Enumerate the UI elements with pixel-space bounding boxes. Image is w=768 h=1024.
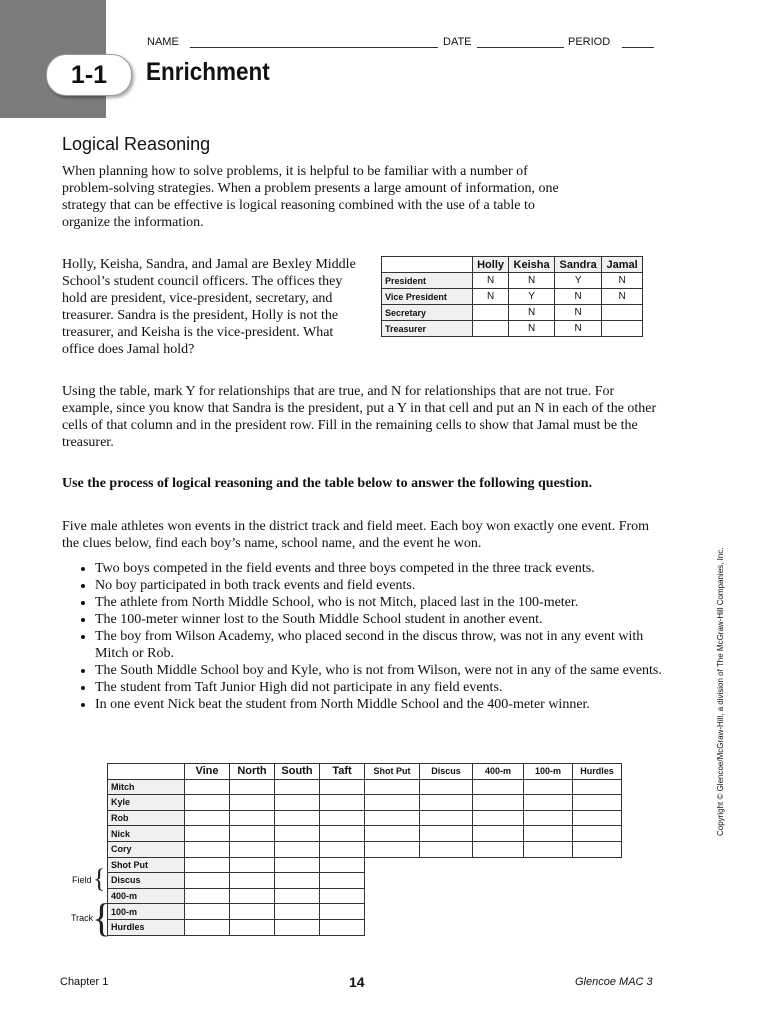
grid-cell[interactable]	[573, 841, 622, 857]
table-cell[interactable]: N	[509, 273, 555, 289]
grid-cell[interactable]	[230, 888, 275, 904]
clue-item: • In one event Nick beat the student from North Middle School and the 400-meter winner.	[95, 696, 675, 713]
row-header: Discus	[108, 873, 185, 889]
grid-cell[interactable]	[230, 779, 275, 795]
clue-item: • The South Middle School boy and Kyle, who is not from Wilson, were not in any of the same events.	[95, 662, 675, 679]
table-row	[108, 779, 622, 795]
school-col-header: Vine	[185, 764, 230, 780]
grid-cell[interactable]	[420, 810, 473, 826]
grid-cell[interactable]	[230, 904, 275, 920]
grid-cell[interactable]	[365, 810, 420, 826]
grid-cell[interactable]	[365, 841, 420, 857]
clue-item: • The athlete from North Middle School, who is not Mitch, placed last in the 100-meter.	[95, 594, 675, 611]
grid-cell[interactable]	[573, 779, 622, 795]
intro-paragraph: When planning how to solve problems, it is helpful to be familiar with a number of problem-solving strategies. When a problem presents a large amount of information, one strategy that can be effective is logical reasoning combined with the use of a table to organize the information.	[62, 164, 559, 230]
grid-cell[interactable]	[473, 841, 524, 857]
table-cell[interactable]: N	[473, 273, 509, 289]
grid-blank	[365, 857, 622, 873]
event-col-header: 100-m	[524, 764, 573, 780]
date-field[interactable]	[477, 47, 564, 48]
table-cell[interactable]: N	[509, 321, 555, 337]
clue-item: • No boy participated in both track events and field events.	[95, 577, 675, 594]
grid-cell[interactable]	[320, 841, 365, 857]
row-header: Kyle	[108, 795, 185, 811]
field-label: Field	[72, 875, 92, 885]
table-cell[interactable]: N	[509, 305, 555, 321]
grid-cell[interactable]	[473, 779, 524, 795]
grid-cell[interactable]	[185, 873, 230, 889]
grid-cell[interactable]	[230, 873, 275, 889]
grid-cell[interactable]	[275, 904, 320, 920]
grid-cell[interactable]	[573, 795, 622, 811]
grid-cell[interactable]	[275, 779, 320, 795]
grid-cell[interactable]	[320, 857, 365, 873]
table-cell[interactable]	[473, 305, 509, 321]
table-cell[interactable]: N	[555, 289, 602, 305]
table-row	[108, 826, 622, 842]
grid-cell[interactable]	[275, 826, 320, 842]
grid-cell[interactable]	[420, 841, 473, 857]
problem-text: Five male athletes won events in the district track and field meet. Each boy won exactly one event. From the clues below, find each boy’s name, school name, and the event he won.	[62, 519, 650, 551]
footer-chapter: Chapter 1	[60, 976, 109, 988]
row-header: Shot Put	[108, 857, 185, 873]
grid-cell[interactable]	[185, 919, 230, 935]
example-problem: Holly, Keisha, Sandra, and Jamal are Bexley Middle School’s student council officers. The offices they hold are president, vice-president, secretary, and treasurer. Sandra is the president, Holly is not the treasurer, and Keisha is the vice-president. What office does Jamal hold?	[62, 257, 356, 357]
grid-cell[interactable]	[473, 795, 524, 811]
grid-cell[interactable]	[524, 810, 573, 826]
row-header: 100-m	[108, 904, 185, 920]
clue-list	[80, 560, 675, 713]
grid-cell[interactable]	[420, 795, 473, 811]
grid-blank	[365, 919, 622, 935]
clue-item: • The boy from Wilson Academy, who placed second in the discus throw, was not in any event with Mitch or Rob.	[95, 628, 675, 662]
grid-cell[interactable]	[275, 810, 320, 826]
grid-cell[interactable]	[185, 795, 230, 811]
period-field[interactable]	[622, 47, 654, 48]
grid-cell[interactable]	[275, 873, 320, 889]
grid-cell[interactable]	[573, 826, 622, 842]
row-header: 400-m	[108, 888, 185, 904]
grid-cell[interactable]	[185, 810, 230, 826]
directions: Use the process of logical reasoning and the table below to answer the following question.	[62, 476, 593, 491]
row-header: Vice President	[382, 289, 473, 305]
page-title: Enrichment	[146, 58, 270, 86]
copyright-notice: Copyright © Glencoe/McGraw-Hill, a division of The McGraw-Hill Companies, Inc.	[716, 547, 725, 836]
grid-cell[interactable]	[524, 841, 573, 857]
table-cell[interactable]: Y	[555, 273, 602, 289]
grid-blank	[365, 888, 622, 904]
grid-cell[interactable]	[230, 810, 275, 826]
table-cell[interactable]	[602, 305, 643, 321]
event-col-header: Hurdles	[573, 764, 622, 780]
date-label: DATE	[443, 36, 472, 48]
table-instructions: Using the table, mark Y for relationships that are true, and N for relationships that are not true. For example, since you know that Sandra is the president, put a Y in that cell and put an N in each of the other cells of that column and in the president row. Fill in the remaining cells to show that Jamal must be the treasurer.	[62, 384, 657, 450]
table-row	[108, 857, 622, 873]
officer-col-header: Holly	[473, 257, 509, 273]
clue-item: • The 100-meter winner lost to the South Middle School student in another event.	[95, 611, 675, 628]
grid-cell[interactable]	[275, 919, 320, 935]
grid-cell[interactable]	[185, 904, 230, 920]
table-cell[interactable]: N	[555, 305, 602, 321]
row-header: President	[382, 273, 473, 289]
grid-blank	[365, 873, 622, 889]
grid-corner	[108, 764, 185, 780]
grid-cell[interactable]	[320, 919, 365, 935]
grid-cell[interactable]	[185, 841, 230, 857]
grid-cell[interactable]	[320, 888, 365, 904]
officer-table	[381, 256, 643, 337]
officer-table-corner	[382, 257, 473, 273]
grid-cell[interactable]	[320, 826, 365, 842]
grid-cell[interactable]	[320, 810, 365, 826]
grid-cell[interactable]	[320, 795, 365, 811]
grid-cell[interactable]	[365, 779, 420, 795]
event-col-header: Discus	[420, 764, 473, 780]
table-cell[interactable]	[602, 321, 643, 337]
grid-cell[interactable]	[275, 795, 320, 811]
track-brace: {	[92, 895, 112, 940]
grid-cell[interactable]	[573, 810, 622, 826]
grid-cell[interactable]	[365, 826, 420, 842]
table-row	[108, 904, 622, 920]
school-col-header: South	[275, 764, 320, 780]
table-row	[108, 888, 622, 904]
grid-cell[interactable]	[420, 826, 473, 842]
table-cell[interactable]: N	[473, 289, 509, 305]
school-col-header: Taft	[320, 764, 365, 780]
officer-col-header: Keisha	[509, 257, 555, 273]
row-header: Secretary	[382, 305, 473, 321]
grid-cell[interactable]	[230, 826, 275, 842]
table-row	[108, 810, 622, 826]
row-header: Treasurer	[382, 321, 473, 337]
grid-cell[interactable]	[473, 810, 524, 826]
grid-cell[interactable]	[230, 795, 275, 811]
grid-blank	[365, 904, 622, 920]
name-field[interactable]	[190, 47, 438, 48]
footer-book: Glencoe MAC 3	[575, 976, 653, 988]
name-label: NAME	[147, 36, 179, 48]
grid-cell[interactable]	[320, 873, 365, 889]
track-label: Track	[71, 913, 94, 923]
officer-col-header: Sandra	[555, 257, 602, 273]
table-cell[interactable]: N	[602, 273, 643, 289]
table-row	[108, 873, 622, 889]
row-header: Rob	[108, 810, 185, 826]
grid-cell[interactable]	[420, 779, 473, 795]
officer-col-header: Jamal	[602, 257, 643, 273]
school-col-header: North	[230, 764, 275, 780]
table-cell[interactable]: N	[602, 289, 643, 305]
grid-cell[interactable]	[275, 857, 320, 873]
grid-cell[interactable]	[185, 857, 230, 873]
logic-grid	[107, 763, 622, 936]
row-header: Cory	[108, 841, 185, 857]
clue-item: • The student from Taft Junior High did not participate in any field events.	[95, 679, 675, 696]
table-row	[382, 289, 643, 305]
clue-item: • Two boys competed in the field events and three boys competed in the three track events.	[95, 560, 675, 577]
event-col-header: 400-m	[473, 764, 524, 780]
table-row	[108, 919, 622, 935]
period-label: PERIOD	[568, 36, 611, 48]
grid-cell[interactable]	[230, 841, 275, 857]
grid-cell[interactable]	[524, 779, 573, 795]
event-col-header: Shot Put	[365, 764, 420, 780]
grid-cell[interactable]	[275, 841, 320, 857]
grid-cell[interactable]	[230, 857, 275, 873]
grid-cell[interactable]	[524, 826, 573, 842]
table-row	[108, 841, 622, 857]
grid-cell[interactable]	[320, 904, 365, 920]
table-cell[interactable]: N	[555, 321, 602, 337]
page-number: 14	[349, 974, 365, 990]
grid-cell[interactable]	[230, 919, 275, 935]
row-header: Mitch	[108, 779, 185, 795]
grid-cell[interactable]	[320, 779, 365, 795]
table-cell[interactable]	[473, 321, 509, 337]
grid-cell[interactable]	[185, 888, 230, 904]
row-header: Nick	[108, 826, 185, 842]
table-row	[382, 305, 643, 321]
section-title: Logical Reasoning	[62, 134, 211, 154]
lesson-number-badge: 1-1	[46, 54, 132, 96]
grid-cell[interactable]	[185, 826, 230, 842]
grid-cell[interactable]	[473, 826, 524, 842]
grid-cell[interactable]	[365, 795, 420, 811]
row-header: Hurdles	[108, 919, 185, 935]
table-row	[382, 321, 643, 337]
grid-cell[interactable]	[275, 888, 320, 904]
table-row	[382, 273, 643, 289]
grid-cell[interactable]	[185, 779, 230, 795]
table-cell[interactable]: Y	[509, 289, 555, 305]
grid-cell[interactable]	[524, 795, 573, 811]
table-row	[108, 795, 622, 811]
field-brace: {	[93, 864, 106, 893]
